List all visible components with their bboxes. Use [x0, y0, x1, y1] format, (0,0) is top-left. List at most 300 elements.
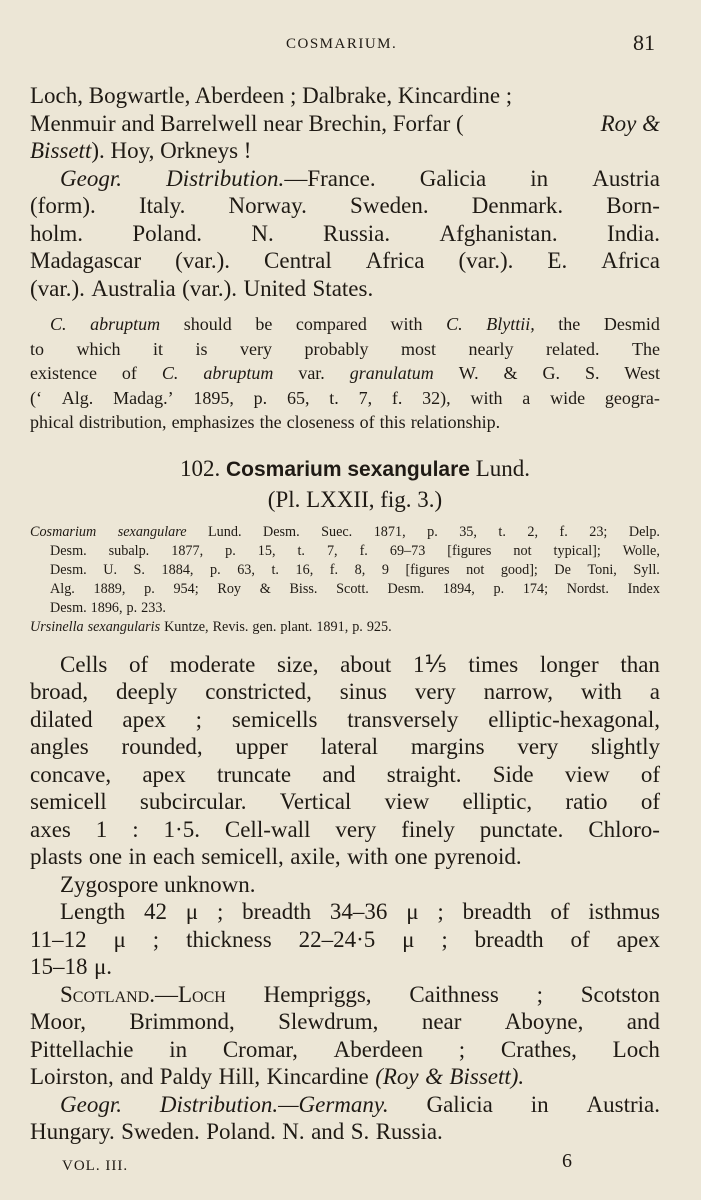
word: Slewdrum, [278, 1009, 379, 1034]
word: plant. [280, 618, 313, 635]
word: Wolle, [622, 542, 660, 559]
word: longer [539, 651, 599, 677]
text-line [30, 618, 660, 637]
word: Galicia [426, 1091, 493, 1117]
text-span: Loch, Bogwartle, Aberdeen ; Dalbrake, Kincardine ; [30, 83, 513, 108]
word: Index [627, 580, 660, 597]
word: Side [492, 761, 534, 787]
word: ; [441, 926, 448, 952]
word: good]; [500, 561, 538, 578]
word: size, [277, 651, 319, 677]
word: ; [152, 926, 160, 952]
text-line [30, 386, 660, 411]
word: 11–12 [30, 926, 87, 952]
word: 34–36 [329, 899, 388, 924]
word: Desmid [603, 314, 660, 334]
word: Loch [612, 1036, 660, 1062]
text-line [30, 1091, 660, 1119]
word: t. [498, 523, 506, 540]
word: thickness [186, 926, 272, 952]
text-line [30, 337, 660, 362]
word: U. [103, 561, 117, 578]
text-line [30, 761, 660, 789]
word: breadth [242, 899, 312, 924]
word: not [513, 542, 532, 559]
word: Africa [365, 248, 425, 273]
word: gen. [252, 618, 277, 635]
word: 15, [257, 542, 276, 559]
word: subalp. [108, 542, 150, 559]
text-line [30, 1063, 660, 1091]
word: axile, [290, 844, 341, 869]
word: Blyttii, [486, 314, 535, 334]
word: times [468, 651, 519, 677]
page-body [30, 82, 660, 1146]
word: 23; [589, 523, 608, 540]
word: Suec. [321, 523, 353, 540]
word: of [640, 761, 660, 787]
word: W. [458, 363, 479, 383]
word: slightly [590, 734, 660, 759]
word: Cells [60, 651, 108, 677]
word: f. [359, 542, 368, 559]
word: narrow, [483, 679, 554, 704]
word: granulatum [349, 363, 434, 383]
word: G. [542, 363, 560, 383]
word: The [631, 338, 660, 359]
word: moderate [169, 651, 256, 677]
word: Scotland.—Loch [60, 981, 226, 1007]
word: abruptum [203, 363, 274, 383]
word: plasts [30, 844, 83, 869]
word: semicell [30, 789, 107, 814]
running-title: COSMARIUM. [286, 36, 398, 52]
word: Ursinella [30, 618, 84, 635]
word: 65, [286, 387, 310, 408]
text-line [30, 410, 660, 435]
word: straight. [386, 761, 462, 787]
word: Revis. [212, 618, 249, 635]
text-line [30, 561, 660, 580]
word: 925. [366, 618, 392, 635]
text-line [30, 192, 660, 220]
word: semicell, [201, 844, 284, 869]
word: Biss. [289, 580, 318, 597]
word: Austria. [586, 1091, 660, 1117]
signature-mark: 6 [562, 1150, 572, 1172]
word: very [414, 679, 456, 704]
word: μ [406, 899, 419, 924]
word: Crathes, [500, 1036, 577, 1062]
word: Syll. [633, 561, 660, 578]
word: Toni, [587, 561, 617, 578]
word: in [530, 1091, 549, 1117]
text-line [30, 733, 660, 761]
word: 8, [354, 561, 366, 578]
word: angles [30, 734, 89, 759]
word: Hill, [218, 1064, 261, 1089]
word: S. [133, 561, 145, 578]
word: it [153, 338, 164, 359]
word: in [530, 165, 549, 191]
word: C. [446, 314, 463, 334]
word: Geogr. [60, 165, 122, 191]
word: emphasizes [171, 412, 255, 432]
note-paragraph [30, 312, 660, 435]
word: than [620, 651, 660, 677]
word: not [466, 561, 485, 578]
word: μ [185, 899, 199, 924]
word: each [152, 844, 195, 869]
word: 1877, [171, 542, 204, 559]
text-line [30, 981, 660, 1009]
text-line [30, 110, 660, 138]
word: Distribution.—Germany. [159, 1091, 389, 1117]
word: Cosmarium [30, 523, 97, 540]
word: N. [282, 1119, 305, 1144]
word: N. [251, 220, 274, 246]
volume-label: VOL. III. [62, 1158, 129, 1174]
word: Roy [217, 580, 242, 597]
word: in [128, 844, 147, 869]
word: Delp. [628, 523, 660, 540]
word: Moor, [30, 1009, 86, 1034]
species-author: Lund. [475, 455, 530, 481]
word: with [390, 314, 423, 334]
text-line [30, 898, 660, 926]
word: to [30, 338, 45, 359]
word: 7, [326, 542, 338, 559]
word: μ [113, 926, 126, 952]
word: subcircular. [139, 789, 247, 814]
word: Poland. [132, 220, 202, 246]
word: typical]; [553, 542, 601, 559]
word: & [503, 363, 518, 383]
word: the [558, 314, 581, 334]
word: one [394, 844, 428, 869]
word: sexangularis [87, 618, 161, 635]
word: should [183, 314, 232, 334]
word: and [311, 1119, 345, 1144]
word: breadth [474, 926, 544, 952]
page-footer [0, 1150, 701, 1180]
text-line [30, 1118, 660, 1146]
word: axes [30, 816, 71, 842]
word: p. [427, 523, 438, 540]
word: closeness [286, 412, 355, 432]
word: Aberdeen [333, 1036, 424, 1062]
word: Afghanistan. [439, 220, 558, 246]
word: abruptum [90, 314, 161, 334]
word: apex [142, 761, 186, 787]
word: Madag.’ [113, 387, 174, 408]
word: Length [60, 899, 126, 924]
word: pyrenoid. [434, 844, 522, 869]
text-line: Zygospore unknown. [60, 871, 256, 897]
word: & [259, 580, 271, 597]
word: distribution, [79, 412, 167, 432]
word: near [421, 1009, 462, 1034]
word: 7, [358, 387, 373, 408]
word: 1⅕ [412, 651, 447, 677]
word: ; [437, 899, 444, 924]
word: p. [225, 542, 236, 559]
text-line [30, 953, 660, 981]
running-head [0, 30, 701, 62]
word: Norway. [228, 193, 307, 218]
word: of [359, 412, 375, 432]
word: a [522, 387, 531, 408]
scotland-localities [30, 981, 660, 1091]
word: 1884, [161, 561, 194, 578]
word: related. [546, 338, 600, 359]
text-line [30, 1008, 660, 1036]
word: Chloro- [588, 816, 660, 842]
text-span: Menmuir and Barrelwell near Brechin, Forfar ( [30, 110, 464, 136]
word: & [425, 1064, 443, 1089]
word: (var.). [458, 248, 514, 273]
word: E. [547, 248, 568, 273]
word: 1871, [373, 523, 406, 540]
word: C. [50, 314, 67, 334]
word: phical [30, 412, 74, 432]
word: 1894, [442, 580, 475, 597]
word: Nordst. [566, 580, 609, 597]
word: f. [391, 387, 403, 408]
word: Desm. [50, 561, 87, 578]
word: Denmark. [471, 193, 564, 218]
text-line [30, 678, 660, 706]
word: semicells [231, 706, 318, 732]
word: rounded, [121, 734, 203, 759]
word: ; [216, 899, 224, 924]
word: Australia [91, 275, 176, 301]
word: (Roy [375, 1064, 419, 1089]
word: 1896, [90, 599, 123, 616]
word: existence [30, 363, 97, 383]
word: Born- [606, 193, 660, 218]
word: Desm. [262, 523, 300, 540]
text-line [30, 247, 660, 275]
word: United [243, 275, 307, 301]
word: Aboyne, [504, 1009, 584, 1034]
text-line [30, 542, 660, 561]
word: t. [329, 387, 339, 408]
text-span: ). Hoy, Orkneys ! [91, 138, 252, 163]
word: Kincardine [266, 1064, 369, 1089]
word: States. [312, 275, 374, 301]
word: p. [253, 387, 268, 408]
measurements-paragraph [30, 898, 660, 981]
word: Central [264, 248, 332, 273]
word: in [169, 1036, 188, 1062]
word: 1889, [93, 580, 126, 597]
word: Paldy [159, 1064, 213, 1089]
word: holm. [30, 220, 84, 246]
word: most [401, 338, 437, 359]
word: very [517, 734, 559, 759]
word: Distribution.—France. [166, 165, 376, 191]
word: p. [352, 618, 363, 635]
word: wide [550, 387, 586, 408]
word: Desm. [50, 599, 87, 616]
word: p. [144, 580, 155, 597]
word: very [335, 816, 377, 842]
species-heading [50, 453, 660, 485]
word: var. [298, 363, 325, 383]
word: sinus [339, 679, 388, 704]
word: Russia. [375, 1119, 443, 1144]
geographical-distribution-2 [30, 1091, 660, 1146]
word: t. [271, 561, 279, 578]
word: Sweden. [350, 193, 429, 218]
word: S. [584, 363, 600, 383]
word: 233. [141, 599, 166, 616]
word: with [580, 679, 622, 704]
word: of [121, 363, 137, 383]
word: truncate [216, 761, 292, 787]
text-line [30, 165, 660, 193]
word: of [128, 651, 149, 677]
word: relationship. [410, 412, 501, 432]
word: ; [458, 1036, 466, 1062]
word: Sweden. [121, 1119, 200, 1144]
word: broad, [30, 679, 89, 704]
word: 35, [459, 523, 477, 540]
word: 22–24·5 [298, 926, 376, 952]
word: nearly [468, 338, 514, 359]
text-span: Bissett [30, 138, 92, 163]
word: Kuntze, [164, 618, 209, 635]
text-line [30, 599, 660, 618]
word: sexangulare [117, 523, 187, 540]
word: 954; [173, 580, 199, 597]
word: μ [402, 926, 415, 952]
word: about [340, 651, 392, 677]
word: Cell-wall [224, 816, 311, 842]
word: (var.). [30, 275, 85, 301]
word: Loirston, [30, 1064, 114, 1089]
word: Poland. [206, 1119, 276, 1144]
word: C. [161, 363, 179, 383]
word: 1895, [193, 387, 234, 408]
word: μ. [93, 954, 113, 979]
word: elliptic, [462, 789, 533, 814]
word: 69–73 [389, 542, 426, 559]
word: with [470, 387, 503, 408]
word: Lund. [208, 523, 242, 540]
word: ; [536, 981, 543, 1007]
word: [figures [447, 542, 492, 559]
word: Austria [592, 165, 660, 191]
text-line [30, 82, 660, 110]
word: De [554, 561, 571, 578]
word: be [255, 314, 273, 334]
word: this [379, 412, 406, 432]
word: 174; [522, 580, 549, 597]
word: margins [410, 734, 485, 759]
word: f. [559, 523, 568, 540]
word: apex [122, 706, 166, 732]
word: deeply [116, 679, 178, 704]
text-line [30, 788, 660, 816]
text-span: Roy & [600, 110, 660, 136]
species-name: Cosmarium sexangulare [226, 457, 470, 481]
word: Desm. [50, 542, 87, 559]
text-line [30, 843, 660, 871]
species-number: 102. [180, 455, 221, 481]
word: Italy. [138, 193, 186, 218]
word: Brimmond, [129, 1009, 235, 1034]
word: 9 [381, 561, 389, 578]
word: one [88, 844, 123, 869]
word: Scott. [336, 580, 369, 597]
word: Hempriggs, [263, 981, 372, 1007]
word: is [195, 338, 208, 359]
word: upper [235, 734, 288, 759]
word: Alg. [61, 387, 94, 408]
word: of [570, 926, 590, 952]
word: [figures [405, 561, 450, 578]
word: 42 [143, 899, 167, 924]
word: and [626, 1009, 660, 1034]
text-line [30, 312, 660, 337]
word: : [132, 816, 139, 842]
word: 1 [95, 816, 108, 842]
word: probably [304, 338, 369, 359]
word: p. [126, 599, 138, 616]
word: transversely [347, 706, 459, 732]
page-number: 81 [633, 30, 655, 55]
word: elliptic-hexagonal, [488, 706, 660, 732]
word: (‘ [30, 387, 42, 408]
word: Vertical [279, 789, 352, 814]
text-line [30, 220, 660, 248]
word: 16, [295, 561, 314, 578]
text-line [30, 361, 660, 386]
plate-reference: (Pl. LXXII, fig. 3.) [267, 486, 443, 512]
text-line [30, 1036, 660, 1064]
word: West [624, 363, 660, 383]
word: concave, [30, 761, 112, 787]
word: Caithness [409, 981, 499, 1007]
word: Galicia [419, 165, 487, 191]
word: 63, [237, 561, 255, 578]
word: Hungary. [30, 1119, 115, 1144]
word: Desm. [387, 580, 425, 597]
word: of [550, 899, 570, 924]
word: breadth [462, 899, 532, 924]
text-line [30, 523, 660, 542]
word: t. [297, 542, 305, 559]
word: punctate. [479, 816, 564, 842]
word: finely [401, 816, 455, 842]
word: Scotston [580, 981, 660, 1007]
word: and [322, 761, 356, 787]
word: the [259, 412, 282, 432]
text-line [30, 926, 660, 954]
text-line [30, 275, 660, 303]
text-line [30, 580, 660, 599]
word: ; [195, 706, 203, 732]
zygospore-line [30, 871, 660, 899]
word: (var.). [182, 275, 238, 301]
word: Cromar, [222, 1036, 298, 1062]
word: of [640, 789, 660, 814]
word: 15–18 [30, 954, 88, 979]
word: Pittellachie [30, 1036, 134, 1062]
word: geogra- [604, 387, 660, 408]
